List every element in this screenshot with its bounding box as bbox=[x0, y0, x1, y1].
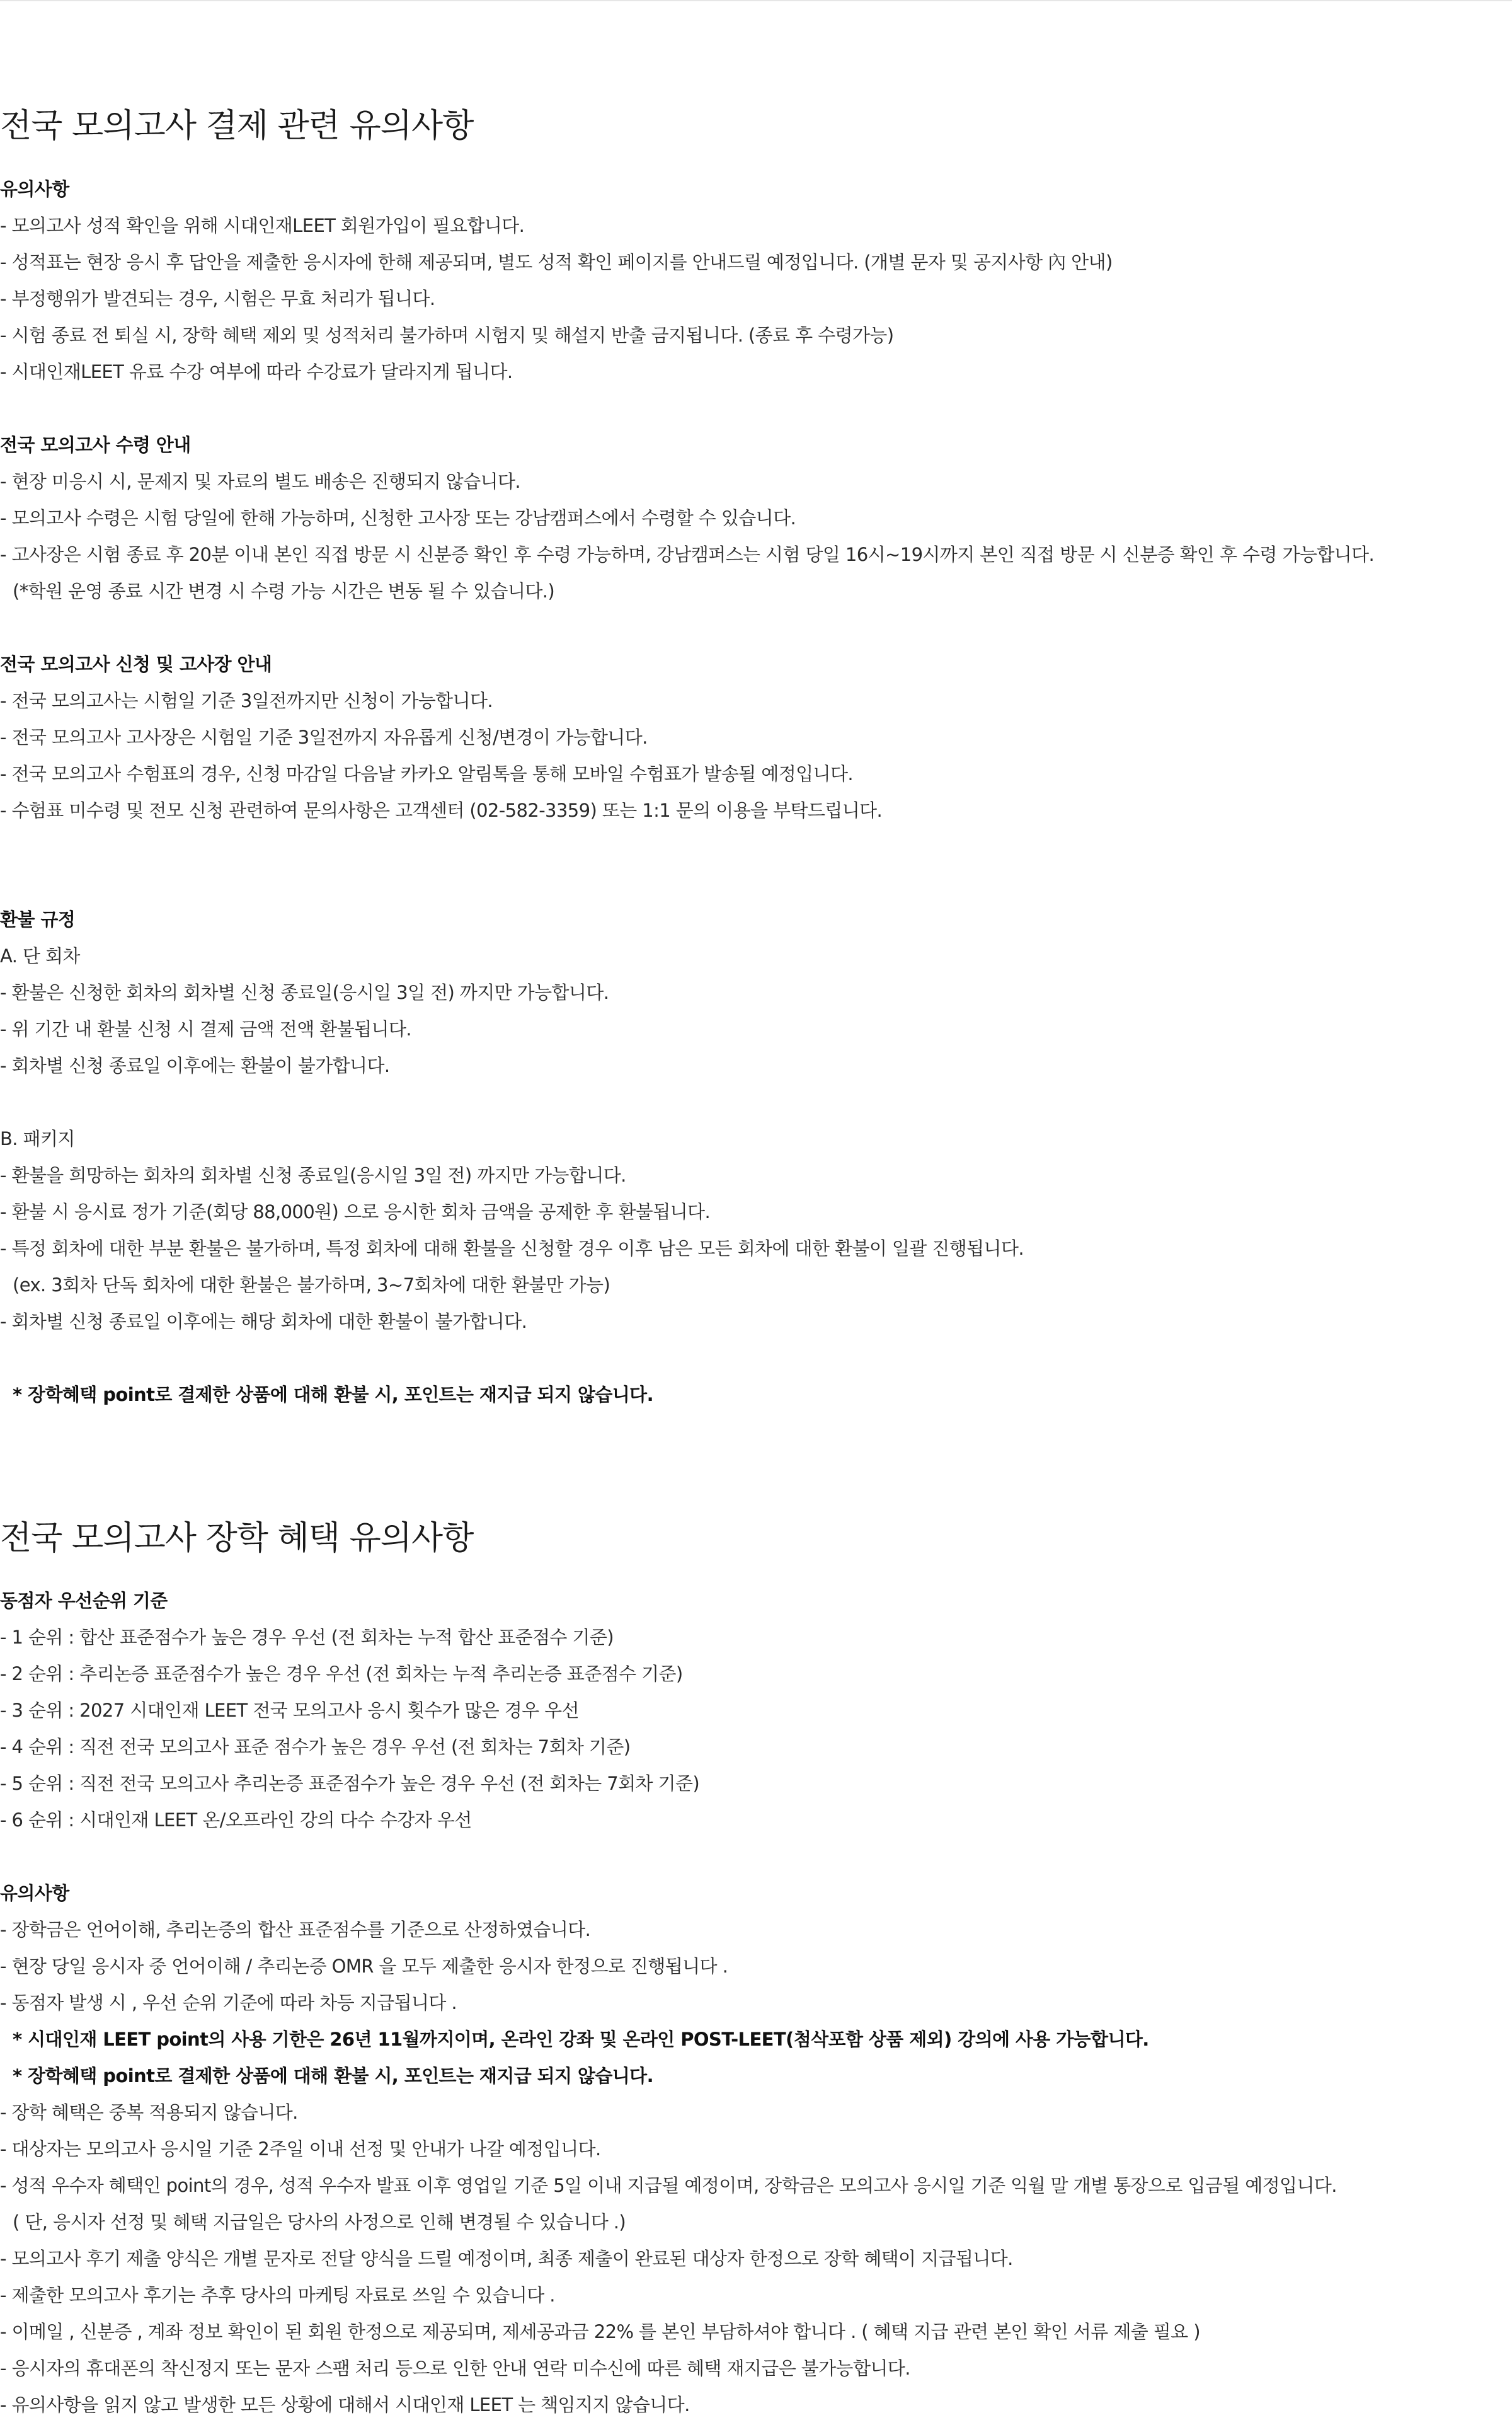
scholarship-note-line: - 이메일 , 신분증 , 계좌 정보 확인이 된 회원 한정으로 제공되며, 제세공과금 22% 를 본인 부담하셔야 합니다 . ( 혜택 지급 관련 본인 확인 서류 제출 필요 ) bbox=[0, 2321, 1200, 2342]
scholarship-note-line: - 장학 혜택은 중복 적용되지 않습니다. bbox=[0, 2102, 298, 2123]
refund-heading: 환불 규정 bbox=[0, 909, 76, 930]
payment-note-line: - 시대인재LEET 유료 수강 여부에 따라 수강료가 달라지게 됩니다. bbox=[0, 361, 513, 383]
scholarship-point-expiry-note: * 시대인재 LEET point의 사용 기한은 26년 11월까지이며, 온라인 강좌 및 온라인 POST-LEET(첨삭포함 상품 제외) 강의에 사용 가능합니다. bbox=[13, 2029, 1149, 2050]
refund-package-line-note: (ex. 3회차 단독 회차에 대한 환불은 불가하며, 3~7회차에 대한 환불만 가능) bbox=[13, 1274, 610, 1296]
pickup-line: - 모의고사 수령은 시험 당일에 한해 가능하며, 신청한 고사장 또는 강남캠퍼스에서 수령할 수 있습니다. bbox=[0, 507, 796, 529]
application-line: - 전국 모의고사는 시험일 기준 3일전까지만 신청이 가능합니다. bbox=[0, 690, 493, 711]
tiebreak-heading: 동점자 우선순위 기준 bbox=[0, 1590, 168, 1611]
scholarship-note-line: - 장학금은 언어이해, 추리논증의 합산 표준점수를 기준으로 산정하였습니다. bbox=[0, 1919, 591, 1940]
payment-notice-title: 전국 모의고사 결제 관련 유의사항 bbox=[0, 107, 474, 145]
scholarship-note-line: - 현장 당일 응시자 중 언어이해 / 추리논증 OMR 을 모두 제출한 응시자 한정으로 진행됩니다 . bbox=[0, 1956, 728, 1977]
application-line: - 수험표 미수령 및 전모 신청 관련하여 문의사항은 고객센터 (02-582-3359) 또는 1:1 문의 이용을 부탁드립니다. bbox=[0, 800, 883, 821]
scholarship-note-line: - 모의고사 후기 제출 양식은 개별 문자로 전달 양식을 드릴 예정이며, 최종 제출이 완료된 대상자 한정으로 장학 혜택이 지급됩니다. bbox=[0, 2248, 1013, 2269]
refund-point-note: * 장학혜택 point로 결제한 상품에 대해 환불 시, 포인트는 재지급 되지 않습니다. bbox=[13, 1384, 653, 1405]
application-line: - 전국 모의고사 수험표의 경우, 신청 마감일 다음날 카카오 알림톡을 통해 모바일 수험표가 발송될 예정입니다. bbox=[0, 763, 853, 785]
scholarship-notice-title: 전국 모의고사 장학 혜택 유의사항 bbox=[0, 1519, 474, 1557]
refund-single-line: - 위 기간 내 환불 신청 시 결제 금액 전액 환불됩니다. bbox=[0, 1018, 411, 1040]
refund-package-line: - 특정 회차에 대한 부분 환불은 불가하며, 특정 회차에 대해 환불을 신청할 경우 이후 남은 모든 회차에 대한 환불이 일괄 진행됩니다. bbox=[0, 1238, 1024, 1259]
scholarship-note-line: - 동점자 발생 시 , 우선 순위 기준에 따라 차등 지급됩니다 . bbox=[0, 1992, 457, 2013]
application-line: - 전국 모의고사 고사장은 시험일 기준 3일전까지 자유롭게 신청/변경이 가능합니다. bbox=[0, 727, 648, 748]
top-divider bbox=[0, 0, 1512, 1]
payment-notes-heading: 유의사항 bbox=[0, 178, 69, 200]
tiebreak-line: - 6 순위 : 시대인재 LEET 온/오프라인 강의 다수 수강자 우선 bbox=[0, 1809, 472, 1831]
scholarship-note-line: - 응시자의 휴대폰의 착신정지 또는 문자 스팸 처리 등으로 인한 안내 연락 미수신에 따른 혜택 재지급은 불가능합니다. bbox=[0, 2358, 910, 2379]
tiebreak-line: - 5 순위 : 직전 전국 모의고사 추리논증 표준점수가 높은 경우 우선 (전 회차는 7회차 기준) bbox=[0, 1773, 700, 1794]
payment-notice-section bbox=[0, 107, 1512, 145]
payment-note-line: - 성적표는 현장 응시 후 답안을 제출한 응시자에 한해 제공되며, 별도 성적 확인 페이지를 안내드릴 예정입니다. (개별 문자 및 공지사항 內 안내) bbox=[0, 251, 1113, 273]
tiebreak-line: - 4 순위 : 직전 전국 모의고사 표준 점수가 높은 경우 우선 (전 회차는 7회차 기준) bbox=[0, 1736, 631, 1758]
application-heading: 전국 모의고사 신청 및 고사장 안내 bbox=[0, 654, 272, 675]
scholarship-note-line: - 유의사항을 읽지 않고 발생한 모든 상황에 대해서 시대인재 LEET 는 책임지지 않습니다. bbox=[0, 2394, 690, 2416]
payment-note-line: - 부정행위가 발견되는 경우, 시험은 무효 처리가 됩니다. bbox=[0, 288, 435, 309]
scholarship-notes-heading: 유의사항 bbox=[0, 1882, 69, 1904]
pickup-line-note: (*학원 운영 종료 시간 변경 시 수령 가능 시간은 변동 될 수 있습니다.) bbox=[13, 580, 555, 602]
scholarship-note-line: - 제출한 모의고사 후기는 추후 당사의 마케팅 자료로 쓰일 수 있습니다 . bbox=[0, 2284, 555, 2306]
refund-block bbox=[0, 901, 1512, 1413]
refund-package-line: - 회차별 신청 종료일 이후에는 해당 회차에 대한 환불이 불가합니다. bbox=[0, 1311, 527, 1332]
refund-package-line: - 환불을 희망하는 회차의 회차별 신청 종료일(응시일 3일 전) 까지만 가능합니다. bbox=[0, 1165, 626, 1186]
refund-single-heading: A. 단 회차 bbox=[0, 945, 80, 967]
scholarship-note-line: - 대상자는 모의고사 응시일 기준 2주일 이내 선정 및 안내가 나갈 예정입니다. bbox=[0, 2138, 601, 2160]
refund-package-line: - 환불 시 응시료 정가 기준(회당 88,000원) 으로 응시한 회차 금액을 공제한 후 환불됩니다. bbox=[0, 1201, 711, 1223]
scholarship-point-refund-note: * 장학혜택 point로 결제한 상품에 대해 환불 시, 포인트는 재지급 되지 않습니다. bbox=[13, 2065, 653, 2087]
payment-note-line: - 모의고사 성적 확인을 위해 시대인재LEET 회원가입이 필요합니다. bbox=[0, 215, 525, 236]
pickup-heading: 전국 모의고사 수령 안내 bbox=[0, 434, 191, 456]
scholarship-block bbox=[0, 1582, 1512, 2423]
refund-package-heading: B. 패키지 bbox=[0, 1128, 75, 1149]
pickup-line: - 현장 미응시 시, 문제지 및 자료의 별도 배송은 진행되지 않습니다. bbox=[0, 471, 521, 492]
scholarship-note-line-note: ( 단, 응시자 선정 및 혜택 지급일은 당사의 사정으로 인해 변경될 수 있습니다 .) bbox=[13, 2211, 626, 2233]
scholarship-note-line: - 성적 우수자 혜택인 point의 경우, 성적 우수자 발표 이후 영업일 기준 5일 이내 지급될 예정이며, 장학금은 모의고사 응시일 기준 익월 말 개별 통장으로 입금될 예정입니다. bbox=[0, 2175, 1337, 2196]
refund-single-line: - 환불은 신청한 회차의 회차별 신청 종료일(응시일 3일 전) 까지만 가능합니다. bbox=[0, 982, 609, 1003]
pickup-line: - 고사장은 시험 종료 후 20분 이내 본인 직접 방문 시 신분증 확인 후 수령 가능하며, 강남캠퍼스는 시험 당일 16시~19시까지 본인 직접 방문 시 신분증 확인 후 수령 가능합니다. bbox=[0, 544, 1375, 565]
tiebreak-line: - 1 순위 : 합산 표준점수가 높은 경우 우선 (전 회차는 누적 합산 표준점수 기준) bbox=[0, 1627, 614, 1648]
payment-note-line: - 시험 종료 전 퇴실 시, 장학 혜택 제외 및 성적처리 불가하며 시험지 및 해설지 반출 금지됩니다. (종료 후 수령가능) bbox=[0, 325, 894, 346]
tiebreak-line: - 3 순위 : 2027 시대인재 LEET 전국 모의고사 응시 횟수가 많은 경우 우선 bbox=[0, 1700, 579, 1721]
tiebreak-line: - 2 순위 : 추리논증 표준점수가 높은 경우 우선 (전 회차는 누적 추리논증 표준점수 기준) bbox=[0, 1663, 683, 1685]
payment-notes-block bbox=[0, 171, 1512, 829]
refund-single-line: - 회차별 신청 종료일 이후에는 환불이 불가합니다. bbox=[0, 1055, 390, 1076]
scholarship-notice-section bbox=[0, 1519, 1512, 1557]
